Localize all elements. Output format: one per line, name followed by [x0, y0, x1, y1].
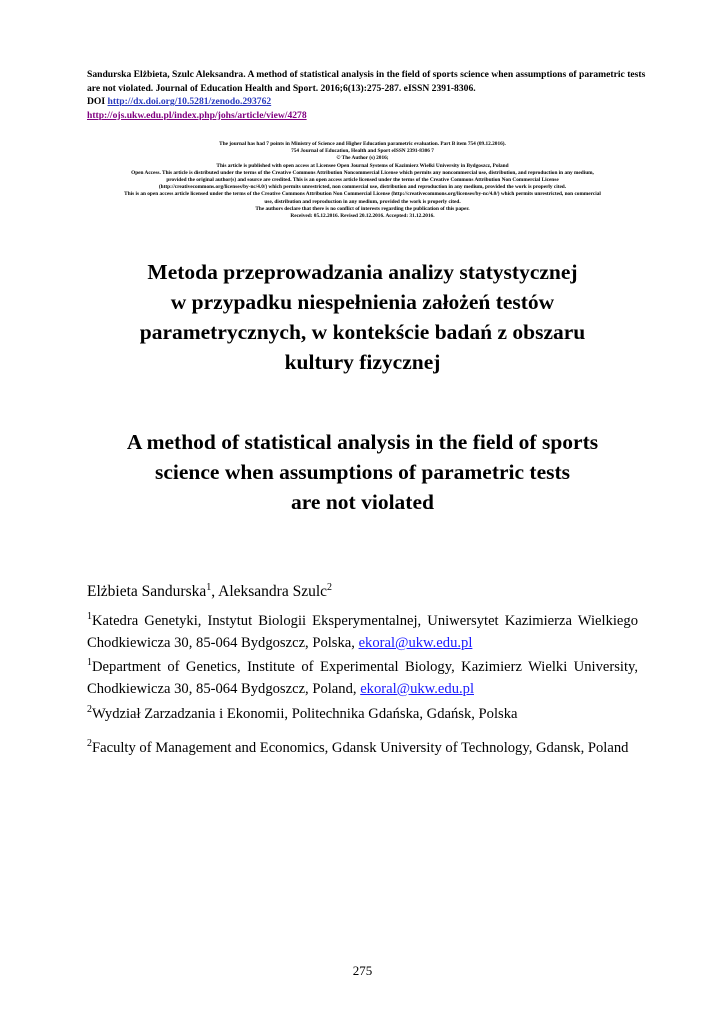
affiliation-text: Faculty of Management and Economics, Gdansk University of Technology, Gdansk, Poland: [92, 740, 629, 756]
title-english: [100, 427, 625, 517]
affiliation-2-en: [87, 737, 638, 759]
affiliation-text: Department of Genetics, Institute of Experimental Biology, Kazimierz Wielki University, Chodkiewicza 30, 85-064 Bydgoszcz, Poland,: [87, 659, 638, 697]
citation-header: [87, 68, 647, 122]
notice-line: (http://creativecommons.org/licenses/by-nc/4.0/) which permits unrestricted, non commercial use, distribution and reproduction in any medium, provided the work is properly cited.: [158, 184, 567, 191]
notice-line: This article is published with open access at Licensee Open Journal Systems of Kazimierz Wielki University in Bydgoszcz, Poland: [216, 162, 509, 169]
doi-prefix: DOI: [87, 96, 106, 107]
title-line: science when assumptions of parametric tests: [154, 460, 571, 484]
title-line: A method of statistical analysis in the field of sports: [126, 430, 599, 454]
notice-line: The authors declare that there is no conflict of interests regarding the publication of this paper.: [255, 205, 470, 212]
title-polish: [100, 257, 625, 377]
notice-line: © The Author (s) 2016;: [336, 155, 389, 162]
author-list: [87, 582, 647, 602]
affiliation-marker: 1: [87, 611, 92, 623]
notice-line: The journal has had 7 points in Ministry of Science and Higher Education parametric evaluation. Part B item 754 (09.12.2016).: [219, 141, 506, 147]
notice-line: Received: 05.12.2016. Revised 20.12.2016. Accepted: 31.12.2016.: [290, 213, 435, 220]
affiliation-1-pl: [87, 610, 638, 654]
title-line: Metoda przeprowadzania analizy statystycznej: [147, 260, 578, 284]
author-name: Aleksandra Szulc: [218, 583, 328, 600]
page-number: 275: [352, 963, 373, 978]
article-link-line: [87, 109, 647, 123]
affiliation-marker: 2: [87, 738, 92, 750]
notice-line: 754 Journal of Education, Health and Sport eISSN 2391-8306 7: [291, 148, 434, 155]
notice-line: provided the original author(s) and source are credited. This is an open access article licensed under the terms of the Creative Commons Attribution Non Commercial License: [166, 177, 559, 184]
title-line: w przypadku niespełnienia założeń testów: [170, 290, 555, 314]
notice-line: This is an open access article licensed under the terms of the Creative Commons Attribution Non Commercial License (http://creativecommons.org/licenses/by-nc/4.0/) which permits unrestricted, non commercial: [124, 191, 601, 198]
doi-line: [87, 95, 647, 109]
author-separator: ,: [211, 583, 219, 600]
affiliation-2-pl: [87, 703, 638, 725]
license-notice: [70, 141, 655, 220]
affiliation-marker: 2: [327, 581, 333, 593]
affiliation-text: Katedra Genetyki, Instytut Biologii Eksperymentalnej, Uniwersytet Kazimierza Wielkiego Chodkiewicza 30, 85-064 Bydgoszcz, Polska,: [87, 613, 638, 651]
email-link[interactable]: ekoral@ukw.edu.pl: [358, 635, 473, 651]
article-link[interactable]: http://ojs.ukw.edu.pl/index.php/johs/article/view/4278: [87, 109, 307, 121]
title-line: kultury fizycznej: [284, 350, 441, 374]
affiliation-marker: 1: [206, 581, 212, 593]
doi-link[interactable]: http://dx.doi.org/10.5281/zenodo.293762: [107, 96, 272, 107]
affiliation-marker: 2: [87, 704, 92, 716]
title-line: are not violated: [291, 490, 434, 514]
citation-text: Sandurska Elżbieta, Szulc Aleksandra. A method of statistical analysis in the field of sports science when assumptions of parametric tests are not violated. Journal of Education Health and Sport. 2016;6(13):275-287. eISSN 2391-8306.: [87, 69, 646, 94]
affiliation-text: Wydział Zarzadzania i Ekonomii, Politechnika Gdańska, Gdańsk, Polska: [92, 706, 518, 722]
notice-line: Open Access. This article is distributed under the terms of the Creative Commons Attribution Noncommercial License which permits any noncommercial use, distribution, and reproduction in any medium,: [131, 169, 594, 176]
affiliation-marker: 1: [87, 657, 92, 669]
title-line: parametrycznych, w kontekście badań z obszaru: [139, 320, 586, 344]
affiliation-1-en: [87, 656, 638, 700]
notice-line: use, distribution and reproduction in any medium, provided the work is properly cited.: [264, 198, 461, 205]
email-link[interactable]: ekoral@ukw.edu.pl: [360, 681, 474, 697]
author-name: Elżbieta Sandurska: [87, 583, 207, 600]
